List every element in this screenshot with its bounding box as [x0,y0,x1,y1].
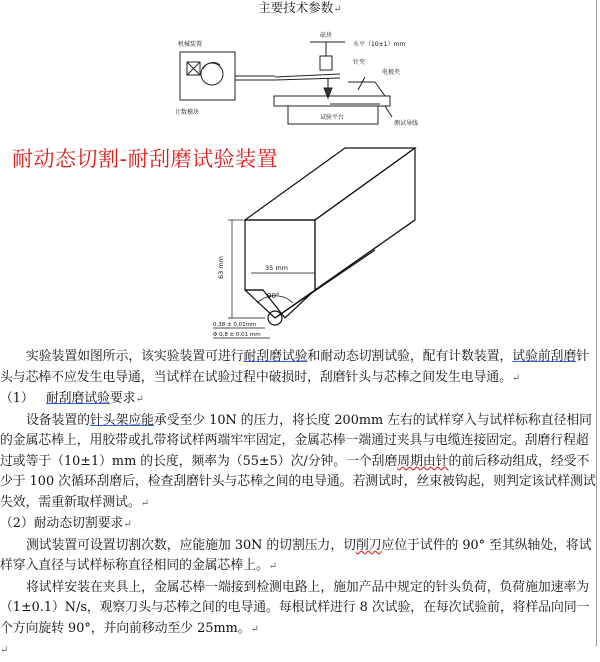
dim-63: 63 mm [217,255,225,279]
red-title: 耐动态切割-耐刮磨试验装置 [12,147,279,171]
label-mechanical: 机械装置 [178,41,203,48]
mechanical-box [180,52,235,100]
needle-geometry-diagram [195,140,435,345]
paragraph-end: ↵ [0,645,9,656]
bar-side-face [315,148,415,290]
dim-35: 35 mm [265,264,289,272]
apparatus-diagram [170,22,450,130]
label-platform: 试验平台 [320,114,345,121]
weight-block [320,56,332,70]
label-clip: 电极夹 [382,69,401,76]
body-text [0,347,596,662]
dim-radius: 0,38 ± 0,01mm [213,322,257,328]
label-needle: 针夹 [353,59,366,66]
heading-scrape: （1） 耐刮磨试验要求↵ [0,391,144,406]
heading-cut: （2）耐动态切割要求↵ [0,516,132,531]
paragraph-cut-procedure: 将试样安装在夹具上，金属芯棒一端接到检测电路上，施加产品中规定的针头负荷，负荷施加速率为（1±0.1）N/s，观察刀头与芯棒之间的电导通。每根试样进行 8 次试验，在每次试验前，将样品向同一个方向旋转 90°，并向前移动至少 25mm。↵ [0,579,590,636]
label-block: 砝块 [320,32,333,39]
dim-diameter: Φ 0,8 ± 0,01 mm [213,332,261,338]
page-right-border [596,0,597,646]
label-level: 水平（10±1）mm [353,41,406,48]
paragraph-scrape: 设备装置的针头架应能承受至少 10N 的压力，将长度 200mm 左右的试样穿入与试样标称直径相同的金属芯棒上，用胶带或扎带将试样两端牢牢固定，金属芯棒一端通过夹具与电缆连接固定。刮磨行程超过或等于（10±1）mm 的长度，频率为（55±5）次/分钟。一个刮磨周期由针的前后移动组成，经受不少于 100 次循环刮磨后，检查刮磨针头与芯棒之间的电导通。若测试时，丝束被钩起，则判定该试样测试失效，需重新取样测试。↵ [0,412,596,510]
paragraph-intro: 实验装置如图所示，该实验装置可进行耐刮磨试验和耐动态切割试验，配有计数装置，试验前刮磨针头与芯棒不应发生电导通，当试样在试验过程中破损时，刮磨针头与芯棒之间发生电导通。↵ [0,349,590,385]
label-wire: 测试导线 [394,120,419,127]
paragraph-cut: 测试装置可设置切割次数，应能施加 30N 的切割压力，切削刀应位于试件的 90° 至其纵轴处，将试样穿入直径与试样标称直径相同的金属芯棒上。↵ [0,537,592,573]
label-counter: 计数模块 [175,109,200,116]
dim-90: 90° [267,292,280,300]
page-title: 主要技术参数↵ [258,0,342,15]
